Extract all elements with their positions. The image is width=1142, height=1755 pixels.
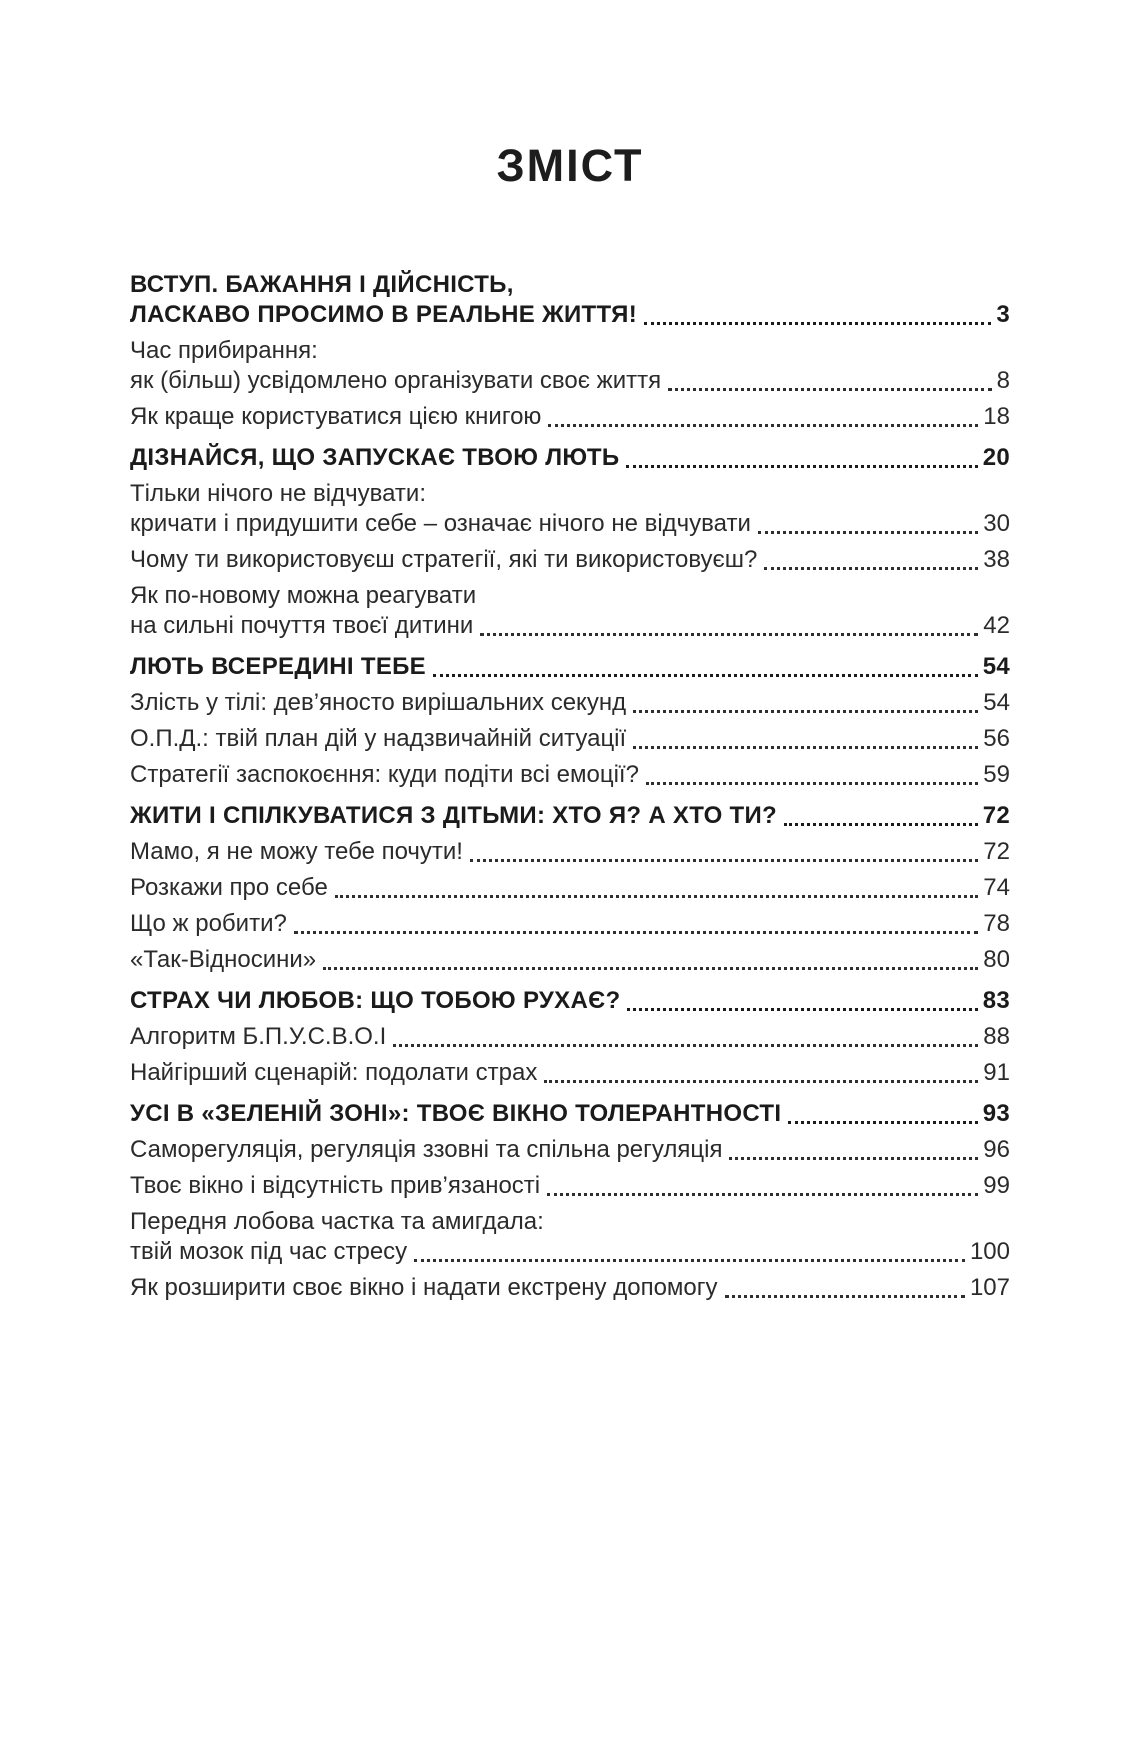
- toc-entry: [130, 402, 1010, 432]
- toc-line: [130, 336, 1010, 366]
- toc-entry-title: «Так-Відносини»: [130, 946, 317, 973]
- toc-line: [130, 724, 1010, 754]
- toc-entry-title: ЛАСКАВО ПРОСИМО В РЕАЛЬНЕ ЖИТТЯ!: [130, 301, 638, 328]
- toc-entry: [130, 873, 1010, 903]
- toc-entry-title: Як розширити своє вікно і надати екстрену допомогу: [130, 1274, 718, 1301]
- dot-leader: [548, 424, 978, 427]
- page-number: 59: [983, 761, 1010, 788]
- toc-entry: [130, 336, 1010, 396]
- dot-leader: [784, 823, 978, 826]
- toc-line: [130, 479, 1010, 509]
- toc-entry-title: Алгоритм Б.П.У.С.В.О.І: [130, 1023, 387, 1050]
- toc-entry-title: Злість у тілі: дев’яносто вирішальних секунд: [130, 689, 627, 716]
- toc-entry: [130, 760, 1010, 790]
- toc-entry: [130, 837, 1010, 867]
- toc-entry: [130, 1171, 1010, 1201]
- toc-line: [130, 1273, 1010, 1303]
- page-number: 30: [983, 510, 1010, 537]
- toc-line: [130, 1171, 1010, 1201]
- toc-entry-title: Саморегуляція, регуляція ззовні та спільна регуляція: [130, 1136, 723, 1163]
- page-number: 96: [983, 1136, 1010, 1163]
- toc-line: [130, 443, 1010, 473]
- dot-leader: [393, 1044, 978, 1047]
- dot-leader: [470, 859, 978, 862]
- toc-chapter-heading: [130, 986, 1010, 1016]
- toc-entry-title: Передня лобова частка та амигдала:: [130, 1208, 544, 1235]
- page-number: 93: [982, 1100, 1010, 1127]
- page-number: 72: [982, 802, 1010, 829]
- page-number: 107: [969, 1274, 1010, 1301]
- toc-line: [130, 611, 1010, 641]
- dot-leader: [668, 388, 992, 391]
- dot-leader: [627, 1008, 977, 1011]
- dot-leader: [729, 1157, 978, 1160]
- page-number: 91: [983, 1059, 1010, 1086]
- page-number: 20: [982, 444, 1010, 471]
- dot-leader: [725, 1295, 965, 1298]
- dot-leader: [644, 322, 991, 325]
- toc-entry-title: Як по-новому можна реагувати: [130, 582, 477, 609]
- toc-section: [130, 986, 1010, 1088]
- toc-line: [130, 1058, 1010, 1088]
- toc-entry: [130, 1135, 1010, 1165]
- toc-entry-title: на сильні почуття твоєї дитини: [130, 612, 474, 639]
- toc-chapter-heading: [130, 652, 1010, 682]
- toc-line: [130, 986, 1010, 1016]
- toc-entry: [130, 1207, 1010, 1267]
- toc-entry-title: Стратегії заспокоєння: куди подіти всі емоції?: [130, 761, 639, 788]
- toc-line: [130, 1207, 1010, 1237]
- toc-line: [130, 1135, 1010, 1165]
- dot-leader: [335, 895, 978, 898]
- toc-entry-title: ЛЮТЬ ВСЕРЕДИНІ ТЕБЕ: [130, 653, 426, 680]
- toc-entry: [130, 1022, 1010, 1052]
- toc-line: [130, 945, 1010, 975]
- book-toc-page: [0, 140, 1142, 1755]
- toc-entry-title: О.П.Д.: твій план дій у надзвичайній ситуації: [130, 725, 627, 752]
- toc-entry-title: Розкажи про себе: [130, 874, 328, 901]
- toc-line: [130, 1237, 1010, 1267]
- toc-entry-title: СТРАХ ЧИ ЛЮБОВ: ЩО ТОБОЮ РУХАЄ?: [130, 987, 621, 1014]
- page-number: 80: [983, 946, 1010, 973]
- toc-entry: [130, 1273, 1010, 1303]
- toc-entry-title: Чому ти використовуєш стратегії, які ти використовуєш?: [130, 546, 758, 573]
- toc-entry-title: Твоє вікно і відсутність прив’язаності: [130, 1172, 541, 1199]
- toc-entry-title: Як краще користуватися цією книгою: [130, 403, 542, 430]
- toc-entry-title: ДІЗНАЙСЯ, ЩО ЗАПУСКАЄ ТВОЮ ЛЮТЬ: [130, 444, 620, 471]
- page-number: 78: [983, 910, 1010, 937]
- toc-entry-title: Мамо, я не можу тебе почути!: [130, 838, 463, 865]
- toc-line: [130, 300, 1010, 330]
- dot-leader: [323, 967, 978, 970]
- dot-leader: [788, 1121, 977, 1124]
- toc-entry: [130, 909, 1010, 939]
- toc-entry: [130, 581, 1010, 641]
- dot-leader: [764, 567, 978, 570]
- toc-entry: [130, 545, 1010, 575]
- dot-leader: [544, 1080, 978, 1083]
- toc-line: [130, 909, 1010, 939]
- toc-line: [130, 270, 1010, 300]
- toc-chapter-heading: [130, 1099, 1010, 1129]
- toc-line: [130, 837, 1010, 867]
- toc-line: [130, 1022, 1010, 1052]
- toc-chapter-heading: [130, 443, 1010, 473]
- dot-leader: [633, 746, 978, 749]
- toc-entry: [130, 724, 1010, 754]
- dot-leader: [633, 710, 978, 713]
- toc-chapter-heading: [130, 270, 1010, 330]
- toc-line: [130, 688, 1010, 718]
- dot-leader: [646, 782, 978, 785]
- page-number: 18: [983, 403, 1010, 430]
- toc-line: [130, 760, 1010, 790]
- dot-leader: [547, 1193, 978, 1196]
- page-number: 38: [983, 546, 1010, 573]
- page-number: 54: [982, 653, 1010, 680]
- toc-entry-title: УСІ В «ЗЕЛЕНІЙ ЗОНІ»: ТВОЄ ВІКНО ТОЛЕРАНТНОСТІ: [130, 1100, 782, 1127]
- toc-entry-title: твій мозок під час стресу: [130, 1238, 408, 1265]
- page-number: 42: [983, 612, 1010, 639]
- page-number: 56: [983, 725, 1010, 752]
- toc-line: [130, 873, 1010, 903]
- toc-entry-title: ВСТУП. БАЖАННЯ І ДІЙСНІСТЬ,: [130, 271, 514, 298]
- toc-line: [130, 581, 1010, 611]
- toc-entry-title: кричати і придушити себе – означає нічого не відчувати: [130, 510, 751, 537]
- toc-line: [130, 652, 1010, 682]
- toc-section: [130, 801, 1010, 975]
- toc-line: [130, 509, 1010, 539]
- page-number: 54: [983, 689, 1010, 716]
- dot-leader: [433, 674, 978, 677]
- toc-entry-title: Час прибирання:: [130, 337, 318, 364]
- toc-line: [130, 366, 1010, 396]
- page-number: 8: [996, 367, 1010, 394]
- toc-entry-title: як (більш) усвідомлено організувати своє життя: [130, 367, 662, 394]
- toc-entry-title: ЖИТИ І СПІЛКУВАТИСЯ З ДІТЬМИ: ХТО Я? А ХТО ТИ?: [130, 802, 777, 829]
- table-of-contents: [130, 270, 1010, 1303]
- toc-entry-title: Що ж робити?: [130, 910, 287, 937]
- toc-section: [130, 1099, 1010, 1303]
- dot-leader: [480, 633, 978, 636]
- page-number: 3: [996, 301, 1010, 328]
- dot-leader: [414, 1259, 965, 1262]
- toc-section: [130, 270, 1010, 432]
- toc-chapter-heading: [130, 801, 1010, 831]
- toc-section: [130, 652, 1010, 790]
- page-number: 74: [983, 874, 1010, 901]
- toc-entry-title: Тільки нічого не відчувати:: [130, 480, 426, 507]
- toc-line: [130, 801, 1010, 831]
- page-number: 99: [983, 1172, 1010, 1199]
- dot-leader: [758, 531, 978, 534]
- toc-line: [130, 1099, 1010, 1129]
- toc-entry: [130, 945, 1010, 975]
- page-number: 72: [983, 838, 1010, 865]
- page-title: ЗМІСТ: [496, 140, 644, 191]
- page-number: 88: [983, 1023, 1010, 1050]
- toc-section: [130, 443, 1010, 641]
- toc-entry: [130, 1058, 1010, 1088]
- dot-leader: [626, 465, 977, 468]
- page-number: 83: [982, 987, 1010, 1014]
- toc-line: [130, 402, 1010, 432]
- page-number: 100: [969, 1238, 1010, 1265]
- toc-entry: [130, 479, 1010, 539]
- dot-leader: [294, 931, 978, 934]
- toc-line: [130, 545, 1010, 575]
- toc-entry-title: Найгірший сценарій: подолати страх: [130, 1059, 538, 1086]
- toc-entry: [130, 688, 1010, 718]
